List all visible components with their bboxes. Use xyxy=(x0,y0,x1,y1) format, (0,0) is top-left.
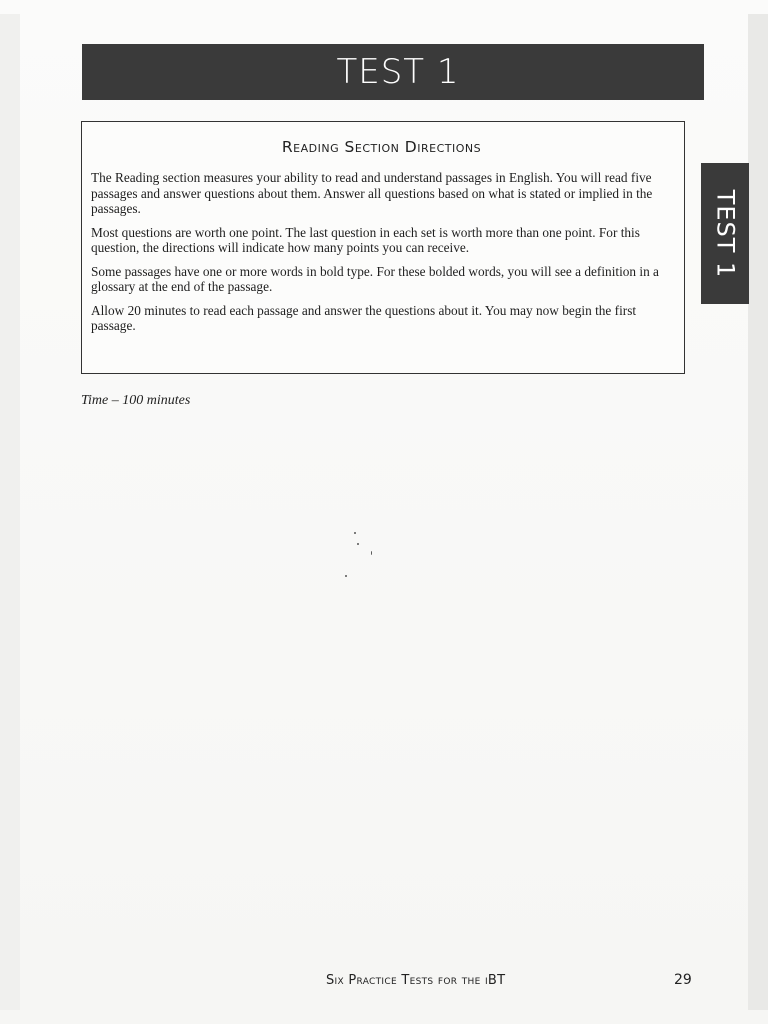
scan-speck xyxy=(354,532,356,534)
directions-box xyxy=(81,121,685,374)
directions-paragraph: Allow 20 minutes to read each passage and answer the questions about it. You may now begin the first passage. xyxy=(91,302,637,333)
footer-book-title: Six Practice Tests for the iBT xyxy=(326,973,506,988)
directions-paragraph: Most questions are worth one point. The last question in each set is worth more than one point. For this question, the directions will indicate how many points you can receive. xyxy=(91,224,640,255)
directions-heading: Reading Section Directions xyxy=(281,138,482,156)
time-note: Time – 100 minutes xyxy=(81,393,191,408)
side-tab-label: TEST 1 xyxy=(711,189,739,278)
directions-paragraph: Some passages have one or more words in bold type. For these bolded words, you will see a definition in a glossary at the end of the passage. xyxy=(91,263,659,294)
scan-margin-left xyxy=(0,14,20,1010)
scan-speck xyxy=(371,551,372,555)
page-title: TEST 1 xyxy=(336,52,460,92)
side-tab xyxy=(701,163,749,304)
test-title-banner xyxy=(82,44,704,100)
scan-margin-right xyxy=(748,14,768,1010)
directions-paragraph: The Reading section measures your ability to read and understand passages in English. You will read five passages and answer questions about them. Answer all questions based on what is stated or implied in the passages. xyxy=(91,170,653,216)
page-number: 29 xyxy=(674,972,692,988)
scan-speck xyxy=(357,543,359,545)
scan-speck xyxy=(345,575,347,577)
